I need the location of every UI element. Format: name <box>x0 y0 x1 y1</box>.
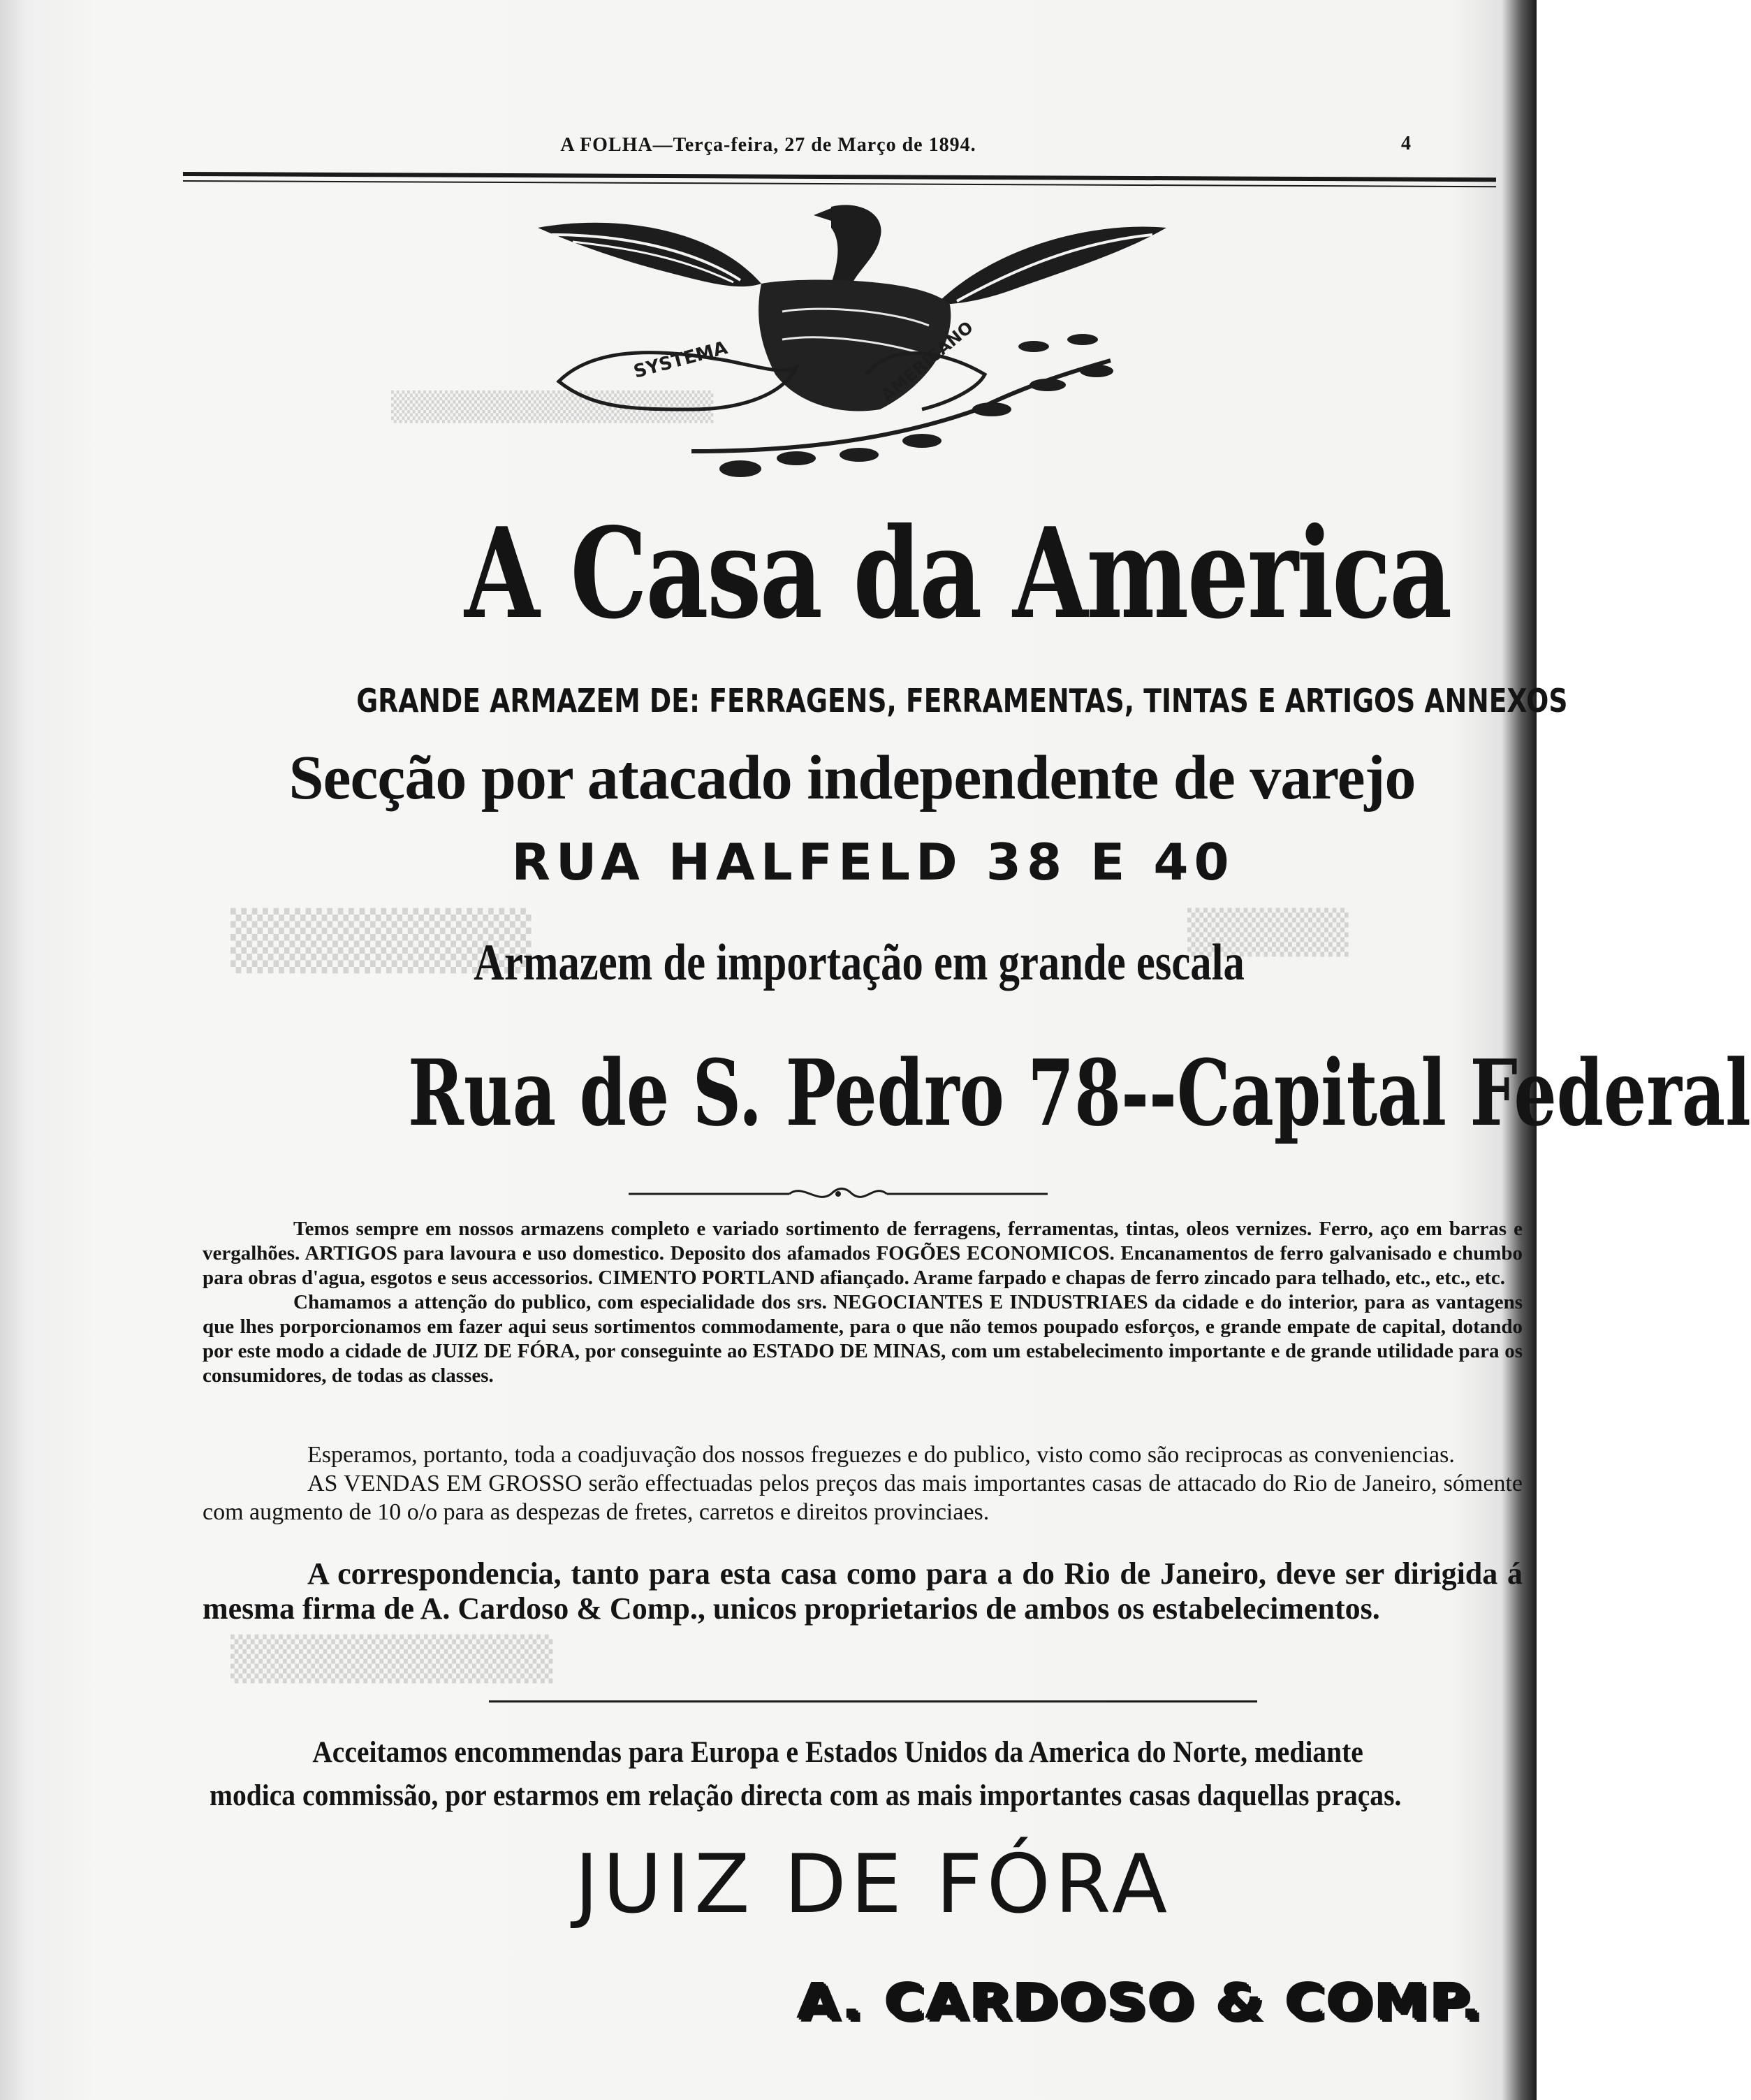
advert-body-secondary <box>203 1441 1523 1526</box>
correspondence-notice <box>203 1556 1523 1626</box>
header-rule-thin <box>183 180 1496 187</box>
advert-title: A Casa da America <box>464 500 1451 646</box>
firm-signature: A. CARDOSO & COMP. <box>796 1973 1482 2030</box>
bleed-through-texture: ▒▒▒▒▒ <box>1187 908 1349 957</box>
orders-text: Acceitamos encommendas para Europa e Estados Unidos da America do Norte, mediante modica commissão, por estarmos em relação directa com as mais importantes casas daquellas praças. <box>210 1736 1402 1812</box>
body-paragraph: AS VENDAS EM GROSSO serão effectuadas pelos preços das mais importantes casas de attacado do Rio de Janeiro, sómente com augmento de 10 o/o para as despezas de fretes, carretos e direitos provinciaes. <box>203 1471 1523 1525</box>
bleed-through-texture: ▒▒▒▒▒▒▒▒▒▒ <box>230 1635 553 1684</box>
running-head: A FOLHA—Terça-feira, 27 de Março de 1894. <box>560 134 976 156</box>
body-paragraph: Chamamos a attenção do publico, com especialidade dos srs. NEGOCIANTES E INDUSTRIAES da cidade e do interior, para as vantagens que lhes porporcionamos em fazer aqui seus sortimentos commodamente, para o que não temos poupado esforços, e grande empate de capital, dotando por este modo a cidade de JUIZ DE FÓRA, por conseguinte ao ESTADO DE MINAS, com um estabelecimento importante e de grande utilidade para os consumidores, de todas as classes. <box>203 1291 1523 1387</box>
correspondence-text: A correspondencia, tanto para esta casa como para a do Rio de Janeiro, deve ser dirigida á mesma firma de A. Cardoso & Comp., unicos proprietarios de ambos os estabelecimentos. <box>203 1556 1523 1626</box>
header-rule <box>183 172 1496 182</box>
capital-address: Rua de S. Pedro 78--Capital Federal <box>408 1040 1751 1146</box>
eagle-emblem-icon <box>531 200 1173 493</box>
orders-notice <box>210 1731 1424 1818</box>
ornament-divider <box>629 1183 1048 1204</box>
body-paragraph: Temos sempre em nossos armazens completo e variado sortimento de ferragens, ferramentas, tintas, oleos vernizes. Ferro, aço em barras e vergalhões. ARTIGOS para lavoura e uso domestico. Deposito dos afamados FOGÕES ECONOMICOS. Encanamentos de ferro galvanisado e chumbo para obras d'agua, esgotos e seus accessorios. CIMENTO PORTLAND afiançado. Arame farpado e chapas de ferro zincado para telhado, etc., etc., etc. <box>203 1218 1523 1289</box>
body-paragraph: Esperamos, portanto, toda a coadjuvação dos nossos freguezes e do publico, visto como são reciprocas as conveniencias. <box>307 1442 1455 1468</box>
svg-text:SYSTEMA: SYSTEMA <box>631 337 730 383</box>
import-line: Armazem de importação em grande escala <box>474 934 1245 991</box>
advert-body <box>203 1217 1523 1388</box>
city-name: JUIZ DE FÓRA <box>574 1837 1172 1932</box>
page-number: 4 <box>1401 133 1411 154</box>
svg-text:AMERICANO: AMERICANO <box>877 317 977 406</box>
advert-subtitle: GRANDE ARMAZEM DE: FERRAGENS, FERRAMENTAS, TINTAS E ARTIGOS ANNEXOS <box>356 682 1568 720</box>
street-address: RUA HALFELD 38 E 40 <box>511 833 1235 891</box>
bleed-through-texture: ▒▒▒▒▒▒▒▒▒▒▒▒▒▒▒ <box>391 391 714 423</box>
wholesale-line: Secção por atacado independente de varejo <box>288 743 1416 812</box>
section-rule <box>489 1700 1257 1702</box>
bleed-through-texture: ▒▒▒▒▒▒▒ <box>230 908 532 973</box>
